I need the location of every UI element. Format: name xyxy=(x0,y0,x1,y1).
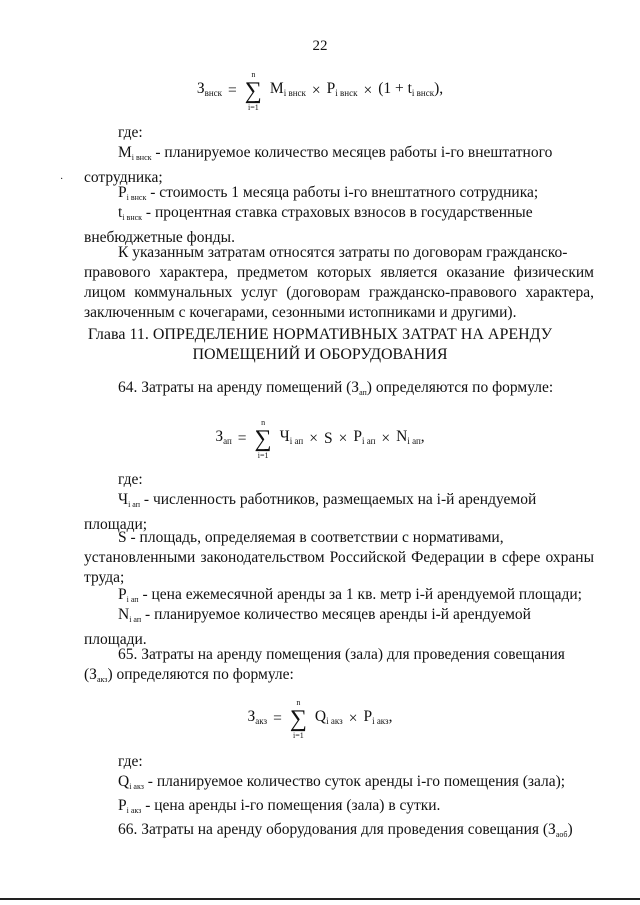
clause-66: 66. Затраты на аренду оборудования для проведения совещания $(З_{аоб})$ xyxy=(118,821,573,839)
definition-p-akz: $P_{i акз}$ - цена аренды i-го помещения (зала) в сутки. xyxy=(118,797,441,815)
where-label: где: xyxy=(118,124,143,141)
page-number: 22 xyxy=(312,38,328,54)
formula-lhs: $З_{внск}$ xyxy=(196,80,223,98)
sum-symbol: n ∑ i=1 xyxy=(254,418,272,460)
sum-symbol: n ∑ i=1 xyxy=(244,70,262,112)
formula-premises-rent: $З_{ап}$ = n ∑ i=1 $Ч_{i ап}$ × S × $P_{i ап}$ × $N_{i ап}$, xyxy=(215,418,425,460)
definition-t: $t_{i внск}$ - процентная ставка страховых взносов в государственные внебюджетные фонды. xyxy=(84,204,533,246)
definition-m: $M_{i внск}$ - планируемое количество месяцев работы i-го внештатного сотрудника; xyxy=(84,144,553,186)
sum-symbol: n ∑ i=1 xyxy=(289,698,307,740)
paragraph-contracts: К указанным затратам относятся затраты по договорам гражданско- правового характера, предметом которых является оказание физическим лицом коммунальных услуг (договорам гражданско-правового характера, заключенным с кочегарами, сезонными истопниками и другими). xyxy=(84,244,594,321)
definition-p-ap: $P_{i ап}$ - цена ежемесячной аренды за 1 кв. метр i-й арендуемой площади; xyxy=(118,586,582,604)
definition-ch: $Ч_{i ап}$ - численность работников, размещаемых на i-й арендуемой площади; xyxy=(84,491,537,533)
equals-sign: = xyxy=(228,82,237,99)
where-label: где: xyxy=(118,471,143,488)
clause-65: 65. Затраты на аренду помещения (зала) для проведения совещания $(З_{акз})$ определяются по формуле: xyxy=(84,646,565,684)
definition-p: $P_{i внск}$ - стоимость 1 месяца работы i-го внештатного сотрудника; xyxy=(118,184,539,202)
definition-s: S - площадь, определяемая в соответствии с нормативами, установленными законодательством Российской Федерации в сфере охраны труда; xyxy=(84,529,594,586)
clause-64: 64. Затраты на аренду помещений $(З_{ап})$ определяются по формуле: xyxy=(118,379,554,397)
formula-hall-rent: $З_{акз}$ = n ∑ i=1 $Q_{i акз}$ × $P_{i акз}$, xyxy=(247,698,393,740)
margin-mark: · xyxy=(60,174,64,185)
definition-n: $N_{i ап}$ - планируемое количество месяцев аренды i-й арендуемой площади. xyxy=(84,606,531,648)
chapter-heading: Глава 11. ОПРЕДЕЛЕНИЕ НОРМАТИВНЫХ ЗАТРАТ НА АРЕНДУ ПОМЕЩЕНИЙ И ОБОРУДОВАНИЯ xyxy=(87,326,553,363)
page-bottom-edge xyxy=(0,898,640,900)
definition-q: $Q_{i акз}$ - планируемое количество суток аренды i-го помещения (зала); xyxy=(118,773,566,791)
formula-outsourced-staff-cost: $З_{внск}$ = n ∑ i=1 $M_{i внск}$ × $P_{i внск}$ × $(1 + t_{i внск})$, xyxy=(196,70,444,112)
where-label: где: xyxy=(118,753,143,770)
